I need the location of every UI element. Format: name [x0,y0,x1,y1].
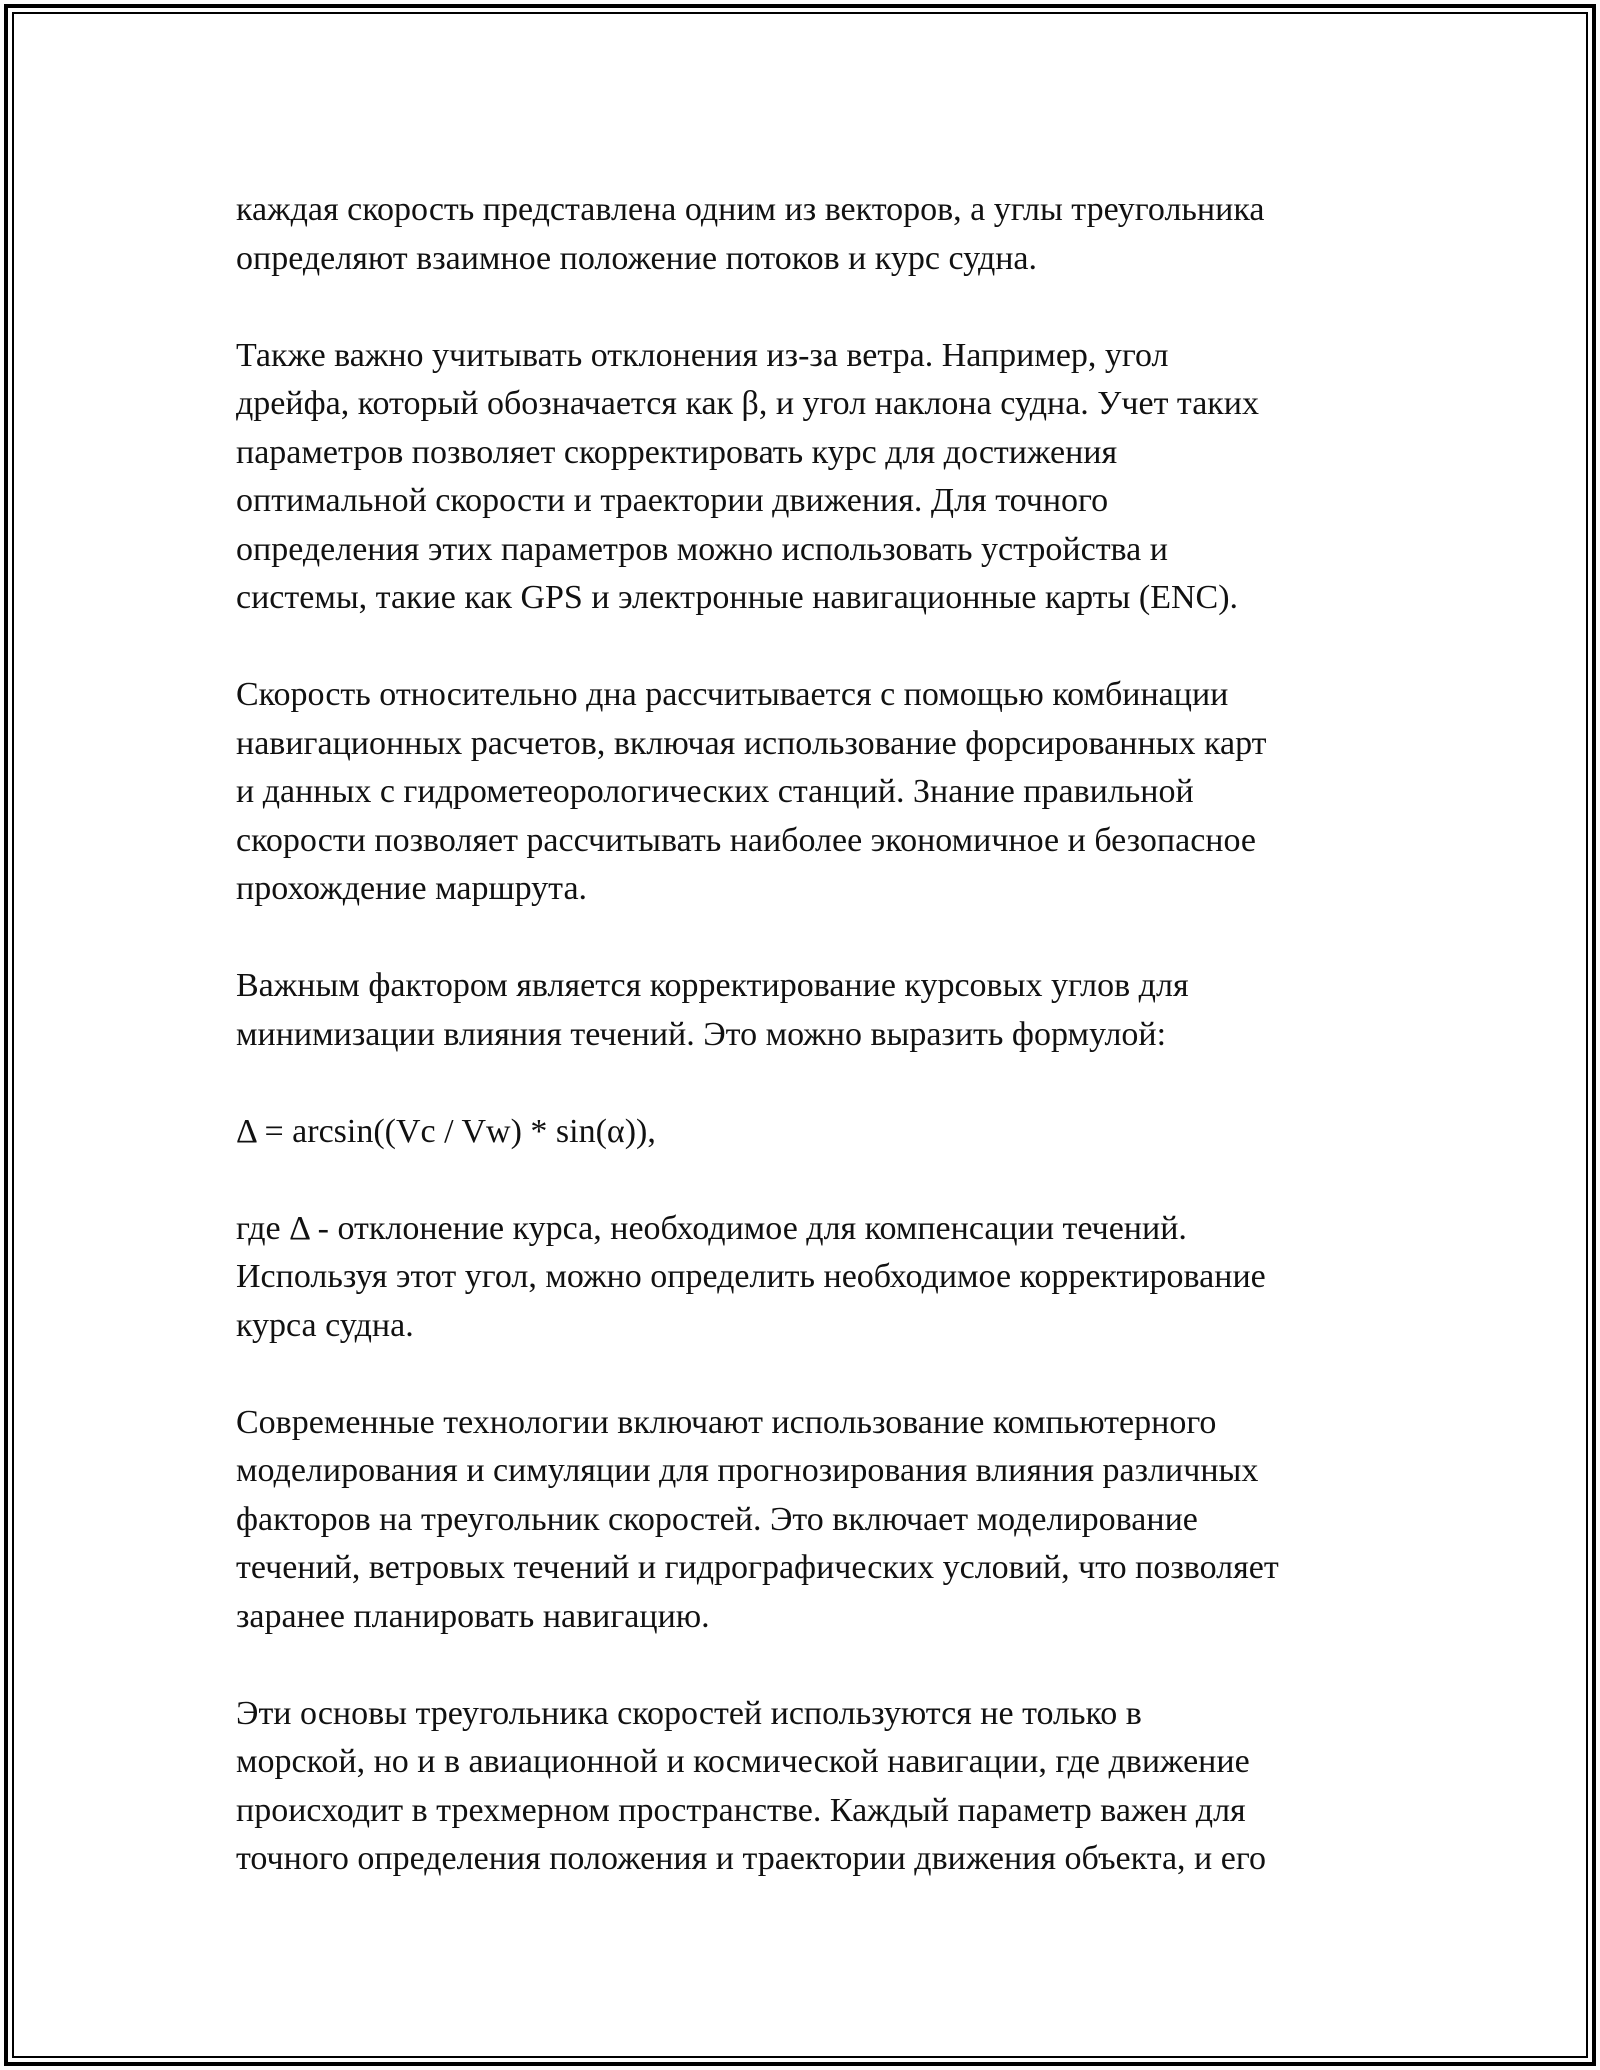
document-body [236,186,1376,1932]
paragraph-wind-drift: Также важно учитывать отклонения из-за ветра. Например, угол дрейфа, который обозначается как β, и угол наклона судна. Учет таких параметров позволяет скорректировать курс для достижения оптимальной скорости и траектории движения. Для точного определения этих параметров можно использовать устройства и системы, такие как GPS и электронные навигационные карты (ENC). [236,336,1260,616]
paragraph-navigation-applications: Эти основы треугольника скоростей используются не только в морской, но и в авиационной и космической навигации, где движение происходит в трехмерном пространстве. Каждый параметр важен для точного определения положения и траектории движения объекта, и его [236,1694,1266,1877]
paragraph-velocity-vectors: каждая скорость представлена одним из векторов, а углы треугольника определяют взаимное положение потоков и курс судна. [236,191,1265,277]
paragraph-modern-technologies: Современные технологии включают использование компьютерного моделирования и симуляции для прогнозирования влияния различных факторов на треугольник скоростей. Это включает моделирование течений, ветровых течений и гидрографических условий, что позволяет заранее планировать навигацию. [236,1403,1279,1635]
formula: Δ = arcsin((Vc / Vw) * sin(α)), [236,1112,656,1150]
paragraph-course-correction: Важным фактором является корректирование курсовых углов для минимизации влияния течений. Это можно выразить формулой: [236,967,1189,1053]
paragraph-formula-explanation: где Δ - отклонение курса, необходимое для компенсации течений. Используя этот угол, можно определить необходимое корректирование курса судна. [236,1209,1266,1344]
paragraph-speed-over-ground: Скорость относительно дна рассчитывается с помощью комбинации навигационных расчетов, включая использование форсированных карт и данных с гидрометеорологических станций. Знание правильной скорости позволяет рассчитывать наиболее экономичное и безопасное прохождение маршрута. [236,676,1267,907]
